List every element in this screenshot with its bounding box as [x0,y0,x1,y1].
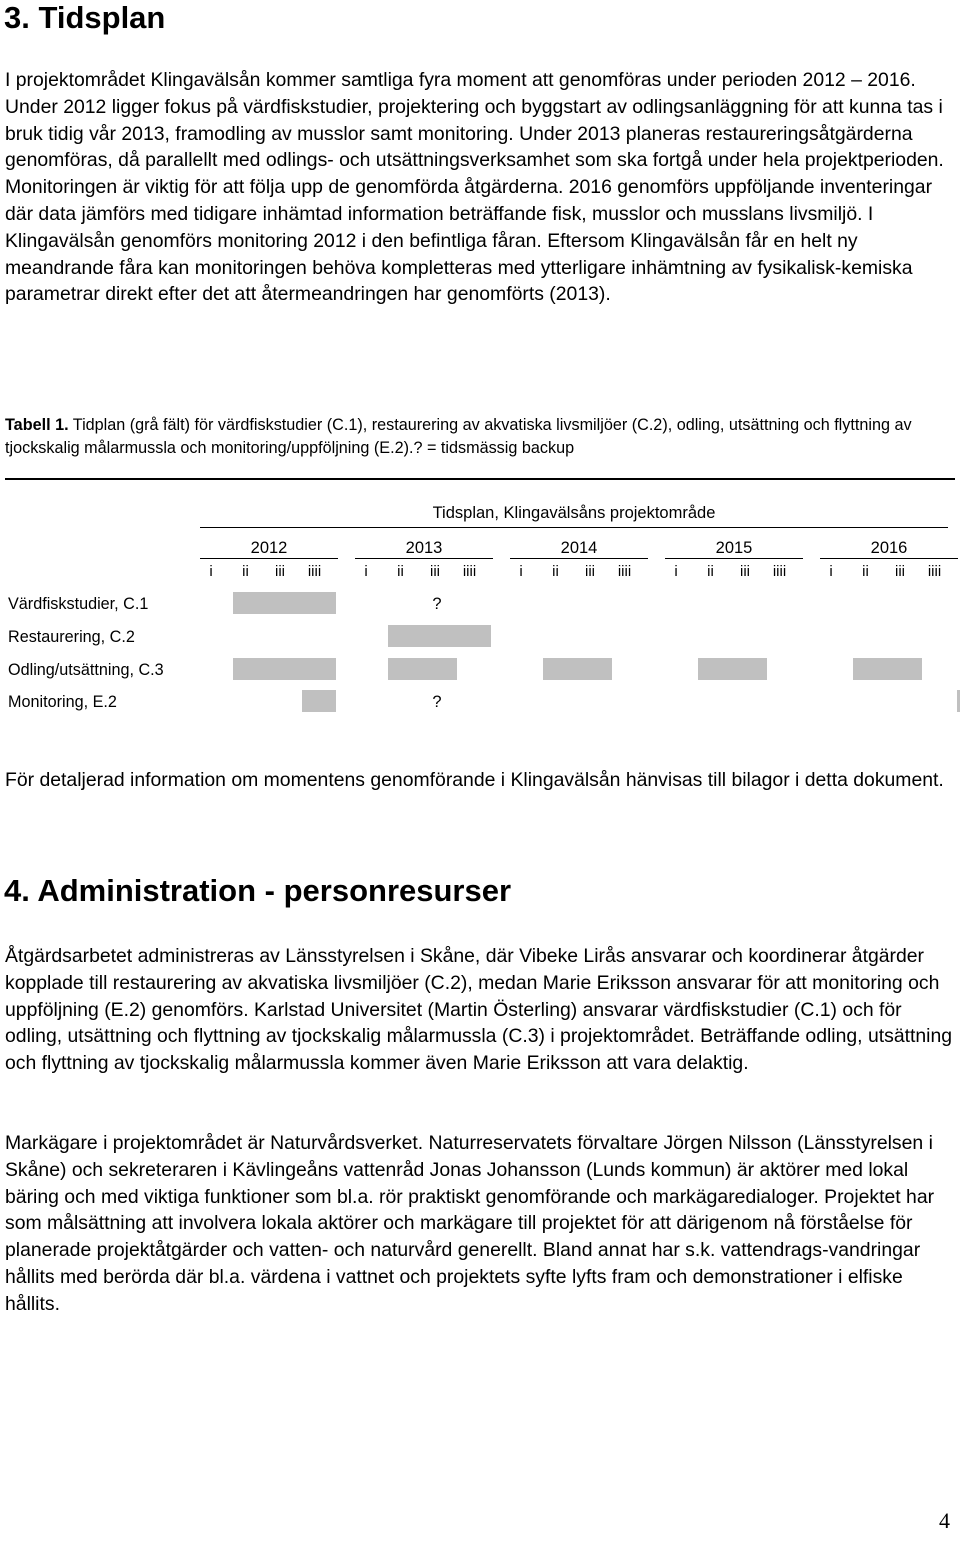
row-label: Värdfiskstudier, C.1 [8,595,149,613]
quarter-label: iii [585,563,595,580]
quarter-label: iii [275,563,285,580]
quarter-label: iii [740,563,750,580]
timeline-title: Tidsplan, Klingavälsåns projektområde [432,504,716,522]
section-3-paragraph: I projektområdet Klingavälsån kommer samtliga fyra moment att genomföras under perioden 2012 – 2016. Under 2012 ligger fokus på värdfiskstudier, projektering och byggstart av odlingsanläggning för att kunna tas i bruk tidig vår 2013, framodling av musslor samt monitoring. Under 2013 planeras restaureringsåtgärderna genomföras, då parallellt med odlings- och utsättningsverksamhet som ska fortgå under hela projektperioden. Monitoringen är viktig för att följa upp de genomförda åtgärderna. 2016 genomförs uppföljande inventeringar där data jämförs med tidigare inhämtad information beträffande fisk, musslor och musslans livsmiljö. I Klingavälsån genomförs monitoring 2012 i den befintliga fåran. Eftersom Klingavälsån får en helt ny meandrande fåra kan monitoringen behöva kompletteras med ytterligare inhämtning av fysikalisk-kemiska parametrar direkt efter det att återmeandringen har genomförts (2013). [5,69,944,306]
year-underline [665,558,803,559]
table-caption-text: Tidplan (grå fält) för värdfiskstudier (C.1), restaurering av akvatiska livsmiljöer (C.2), odling, utsättning och flyttning av tjockskalig målarmussla och monitoring/uppföljning (E.2).? = tidsmässig backup [5,416,912,457]
quarter-label: ii [862,563,869,580]
quarter-label: i [829,563,833,580]
timeline-title-underline [200,527,948,528]
table-caption-label: Tabell 1. [5,416,69,434]
row-label: Monitoring, E.2 [8,693,117,711]
year-underline [355,558,493,559]
quarter-label: ii [552,563,559,580]
year-underline [200,558,338,559]
year-underline [820,558,958,559]
quarter-label: i [674,563,678,580]
row-label: Odling/utsättning, C.3 [8,661,164,679]
section-4-heading: 4. Administration - personresurser [4,873,512,908]
backup-mark: ? [432,693,442,711]
quarter-label: ii [707,563,714,580]
year-underline [510,558,648,559]
timeline-cell [233,658,336,680]
timeline-cell [233,592,336,614]
quarter-label: ii [242,563,249,580]
timeline-cell [302,690,336,712]
quarter-label: i [209,563,213,580]
backup-mark: ? [432,595,442,613]
year-label: 2014 [560,539,598,557]
after-table-paragraph: För detaljerad information om momentens genomförande i Klingavälsån hänvisas till bilagor i detta dokument. [5,769,944,791]
section-4-paragraph-1: Åtgärdsarbetet administreras av Länsstyrelsen i Skåne, där Vibeke Lirås ansvarar och koordinerar åtgärder kopplade till restaurering av akvatiska livsmiljöer (C.2), medan Marie Eriksson ansvarar för att monitoring och uppföljning (E.2) genomförs. Karlstad Universitet (Martin Österling) ansvarar värdfiskstudier (C.1) och för odling, utsättning och flyttning av tjockskalig målarmussla (C.3) i projektområdet. Beträffande odling, utsättning och flyttning av tjockskalig målarmussla kommer även Marie Eriksson att vara delaktig. [5,945,953,1075]
quarter-label: iiii [617,563,632,580]
year-label: 2015 [715,539,753,557]
timeline-cell [388,658,457,680]
row-label: Restaurering, C.2 [8,628,135,646]
table-caption [5,414,955,460]
timeline-cell [388,625,491,647]
timeline-cell [698,658,767,680]
page-number: 4 [939,1508,950,1533]
year-label: 2016 [870,539,908,557]
timeline-cell [853,658,922,680]
section-4-paragraph-2: Markägare i projektområdet är Naturvårdsverket. Naturreservatets förvaltare Jörgen Nilsson (Länsstyrelsen i Skåne) och sekreteraren i Kävlingeåns vattenråd Jonas Johansson (Lunds kommun) är aktörer med lokal bäring och med viktiga funktioner som bl.a. rör praktiskt genomförande och markägaredialoger. Projektet har som målsättning att involvera lokala aktörer och markägare till projektet för att därigenom nå förståelse för planerade projektåtgärder och vatten- och naturvård generellt. Bland annat har s.k. vattendrags-vandringar hållits med berörda där bl.a. värdena i vattnet och projektets syfte lyfts fram och demonstrationer i elfiske hållits. [5,1132,935,1315]
quarter-label: ii [397,563,404,580]
table-top-rule [5,478,955,480]
timeline-cell [957,690,960,712]
quarter-label: iii [895,563,905,580]
quarter-label: i [364,563,368,580]
year-label: 2012 [250,539,288,557]
quarter-label: iiii [462,563,477,580]
timeline-cell [543,658,612,680]
quarter-label: iiii [927,563,942,580]
quarter-label: i [519,563,523,580]
year-label: 2013 [405,539,443,557]
section-3-heading: 3. Tidsplan [4,0,166,35]
quarter-label: iiii [772,563,787,580]
quarter-label: iii [430,563,440,580]
quarter-label: iiii [307,563,322,580]
